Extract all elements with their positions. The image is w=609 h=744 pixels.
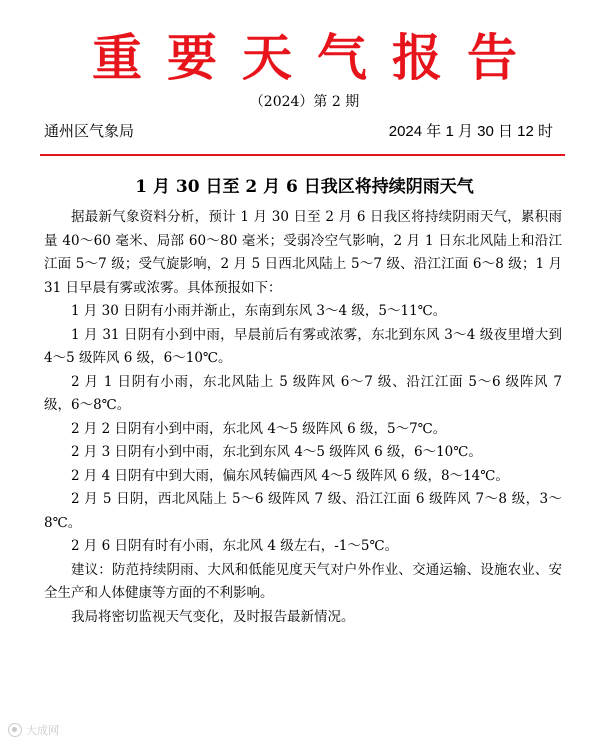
paragraph-forecast-feb3: 2 月 3 日阴有小到中雨，东北到东风 4～5 级阵风 6 级，6～10℃。: [71, 444, 482, 460]
watermark-logo-icon: [8, 723, 22, 737]
red-divider: [40, 154, 565, 156]
paragraph-forecast-feb5: 2 月 5 日阴，西北风陆上 5～6 级阵风 7 级、沿江江面 6 级阵风 7～8 级，3～8℃。: [44, 491, 562, 531]
watermark-text: 大成网: [26, 724, 59, 737]
paragraph-forecast-feb6: 2 月 6 日阴有时有小雨，东北风 4 级左右，-1～5℃。: [71, 538, 399, 554]
meta-row: [44, 121, 553, 143]
paragraph-closing: 我局将密切监视天气变化，及时报告最新情况。: [71, 608, 355, 625]
issue-datetime: 2024 年 1 月 30 日 12 时: [388, 123, 553, 140]
masthead-title: 重要天气报告: [92, 29, 542, 87]
paragraph-forecast-feb4: 2 月 4 日阴有中到大雨，偏东风转偏西风 4～5 级阵风 6 级，8～14℃。: [71, 467, 509, 484]
paragraph-summary: 据最新气象资料分析，预计 1 月 30 日至 2 月 6 日我区将持续阴雨天气，累积雨量 40～60 毫米、局部 60～80 毫米；受弱冷空气影响，2 月 1 日东北风陆上和沿江江面 5～7 级；受气旋影响，2 月 5 日西北风陆上 5～7 级、沿江江面 6～8 级；1 月 31 日早晨有雾或浓雾。具体预报如下：: [44, 209, 562, 296]
issuer: 通州区气象局: [44, 123, 135, 140]
paragraph-forecast-feb1: 2 月 1 日阴有小雨，东北风陆上 5 级阵风 6～7 级、沿江江面 5～6 级阵风 7 级，6～8℃。: [44, 373, 562, 413]
watermark: [8, 722, 59, 738]
paragraph-forecast-jan31: 1 月 31 日阴有小到中雨，早晨前后有雾或浓雾，东北到东风 3～4 级夜里增大到 4～5 级阵风 6 级，6～10℃。: [44, 326, 562, 366]
document-body: [44, 206, 562, 629]
document-title: 1 月 30 日至 2 月 6 日我区将持续阴雨天气: [135, 177, 474, 197]
issue-number: （2024）第 2 期: [249, 94, 360, 110]
paragraph-forecast-feb2: 2 月 2 日阴有小到中雨，东北风 4～5 级阵风 6 级，5～7℃。: [71, 420, 447, 437]
paragraph-advice: 建议：防范持续阴雨、大风和低能见度天气对户外作业、交通运输、设施农业、安全生产和人体健康等方面的不利影响。: [44, 561, 562, 601]
paragraph-forecast-jan30: 1 月 30 日阴有小雨并渐止，东南到东风 3～4 级，5～11℃。: [71, 303, 447, 319]
